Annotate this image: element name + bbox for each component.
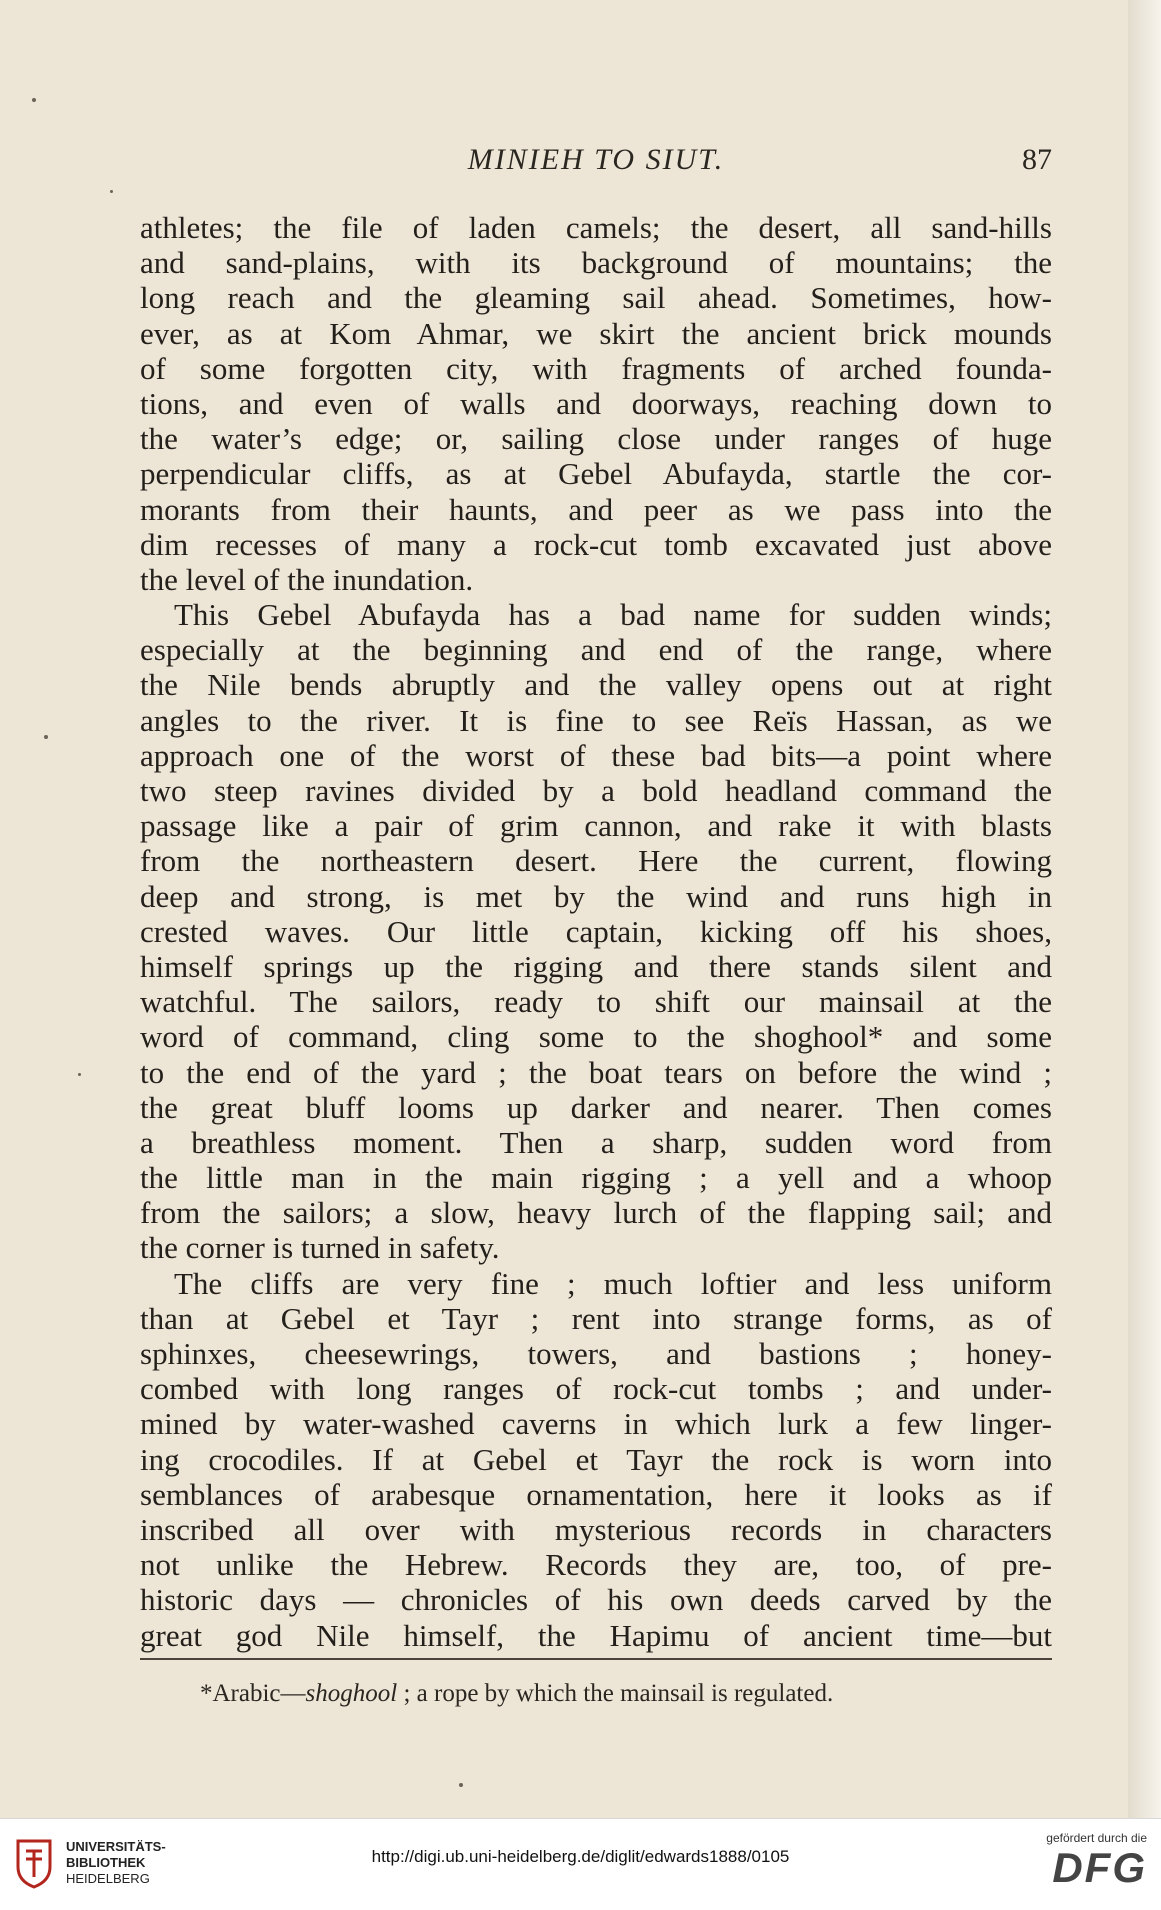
- text-line: ever, as at Kom Ahmar, we skirt the ancient brick mounds: [140, 315, 1052, 351]
- text-line: a breathless moment. Then a sharp, sudden word from: [140, 1124, 1052, 1160]
- text-line: the level of the inundation.: [140, 561, 474, 597]
- text-line: angles to the river. It is fine to see Reïs Hassan, as we: [140, 702, 1052, 738]
- text-line: not unlike the Hebrew. Records they are, too, of pre-: [140, 1547, 1052, 1583]
- text-line: than at Gebel et Tayr ; rent into strange forms, as of: [140, 1300, 1052, 1336]
- footnote: [200, 1680, 1030, 1708]
- text-line: to the end of the yard ; the boat tears on before the wind ;: [140, 1054, 1052, 1090]
- footer-bar: [0, 1818, 1161, 1910]
- permalink-url[interactable]: http://digi.ub.uni-heidelberg.de/diglit/edwards1888/0105: [371, 1847, 790, 1866]
- text-line: semblances of arabesque ornamentation, here it looks as if: [140, 1476, 1052, 1512]
- page-number: 87: [1022, 143, 1052, 176]
- text-line: crested waves. Our little captain, kicking off his shoes,: [140, 913, 1052, 949]
- running-head: [140, 143, 1052, 183]
- text-line: of some forgotten city, with fragments of arched founda-: [140, 350, 1052, 386]
- scan-speck: [78, 1073, 81, 1076]
- page-edge: [1128, 0, 1161, 1818]
- footnote-suffix: ; a rope by which the mainsail is regulated.: [397, 1680, 834, 1707]
- text-line: approach one of the worst of these bad bits—a point where: [140, 737, 1052, 773]
- text-line: perpendicular cliffs, as at Gebel Abufayda, startle the cor-: [140, 456, 1052, 492]
- text-line: from the northeastern desert. Here the current, flowing: [140, 843, 1052, 879]
- scan-speck: [459, 1783, 463, 1787]
- text-line: ing crocodiles. If at Gebel et Tayr the rock is worn into: [140, 1441, 1052, 1477]
- text-line: passage like a pair of grim cannon, and rake it with blasts: [140, 808, 1052, 844]
- text-line: the little man in the main rigging ; a yell and a whoop: [140, 1160, 1052, 1196]
- text-line: word of command, cling some to the shoghool* and some: [140, 1019, 1052, 1055]
- library-line-1: UNIVERSITÄTS-: [66, 1839, 166, 1854]
- text-line: himself springs up the rigging and there stands silent and: [140, 948, 1052, 984]
- text-line: deep and strong, is met by the wind and runs high in: [140, 878, 1052, 914]
- scan-speck: [44, 735, 48, 739]
- text-line: long reach and the gleaming sail ahead. Sometimes, how-: [140, 280, 1052, 316]
- footnote-rule: [140, 1658, 1052, 1660]
- text-line: the water’s edge; or, sailing close under ranges of huge: [140, 421, 1052, 457]
- funder-note: gefördert durch die: [1046, 1831, 1147, 1845]
- text-line: the Nile bends abruptly and the valley opens out at right: [140, 667, 1052, 703]
- text-line: athletes; the file of laden camels; the desert, all sand-hills: [140, 210, 1052, 245]
- footnote-prefix: *Arabic—: [200, 1680, 306, 1707]
- library-line-2: BIBLIOTHEK: [66, 1855, 146, 1870]
- text-line: the corner is turned in safety.: [140, 1230, 500, 1266]
- text-line: and sand-plains, with its background of mountains; the: [140, 245, 1052, 281]
- library-line-3: HEIDELBERG: [66, 1871, 150, 1886]
- text-line: combed with long ranges of rock-cut tombs ; and under-: [140, 1371, 1052, 1407]
- text-line: watchful. The sailors, ready to shift our mainsail at the: [140, 984, 1052, 1020]
- text-line: morants from their haunts, and peer as we pass into the: [140, 491, 1052, 527]
- body-text: [140, 210, 1052, 1653]
- text-line: the great bluff looms up darker and nearer. Then comes: [140, 1089, 1052, 1125]
- text-line: The cliffs are very fine ; much loftier and less uniform: [174, 1265, 1052, 1301]
- text-line: inscribed all over with mysterious records in characters: [140, 1511, 1052, 1547]
- scan-speck: [32, 98, 36, 102]
- text-line: mined by water-washed caverns in which lurk a few linger-: [140, 1406, 1052, 1442]
- text-line: especially at the beginning and end of the range, where: [140, 632, 1052, 668]
- text-line: historic days — chronicles of his own deeds carved by the: [140, 1582, 1052, 1618]
- text-line: from the sailors; a slow, heavy lurch of the flapping sail; and: [140, 1195, 1052, 1231]
- running-title: MINIEH TO SIUT.: [467, 143, 725, 176]
- footnote-term: shoghool: [305, 1680, 398, 1707]
- text-line: This Gebel Abufayda has a bad name for sudden winds;: [174, 597, 1052, 633]
- text-line: sphinxes, cheesewrings, towers, and bastions ; honey-: [140, 1336, 1052, 1371]
- text-line: great god Nile himself, the Hapimu of ancient time—but: [140, 1617, 1052, 1653]
- scan-speck: [110, 190, 113, 193]
- text-line: tions, and even of walls and doorways, reaching down to: [140, 385, 1052, 421]
- dfg-logo: DFG: [1052, 1844, 1147, 1891]
- text-line: two steep ravines divided by a bold headland command the: [140, 773, 1052, 808]
- text-line: dim recesses of many a rock-cut tomb excavated just above: [140, 526, 1052, 562]
- funder-block: [1017, 1831, 1147, 1891]
